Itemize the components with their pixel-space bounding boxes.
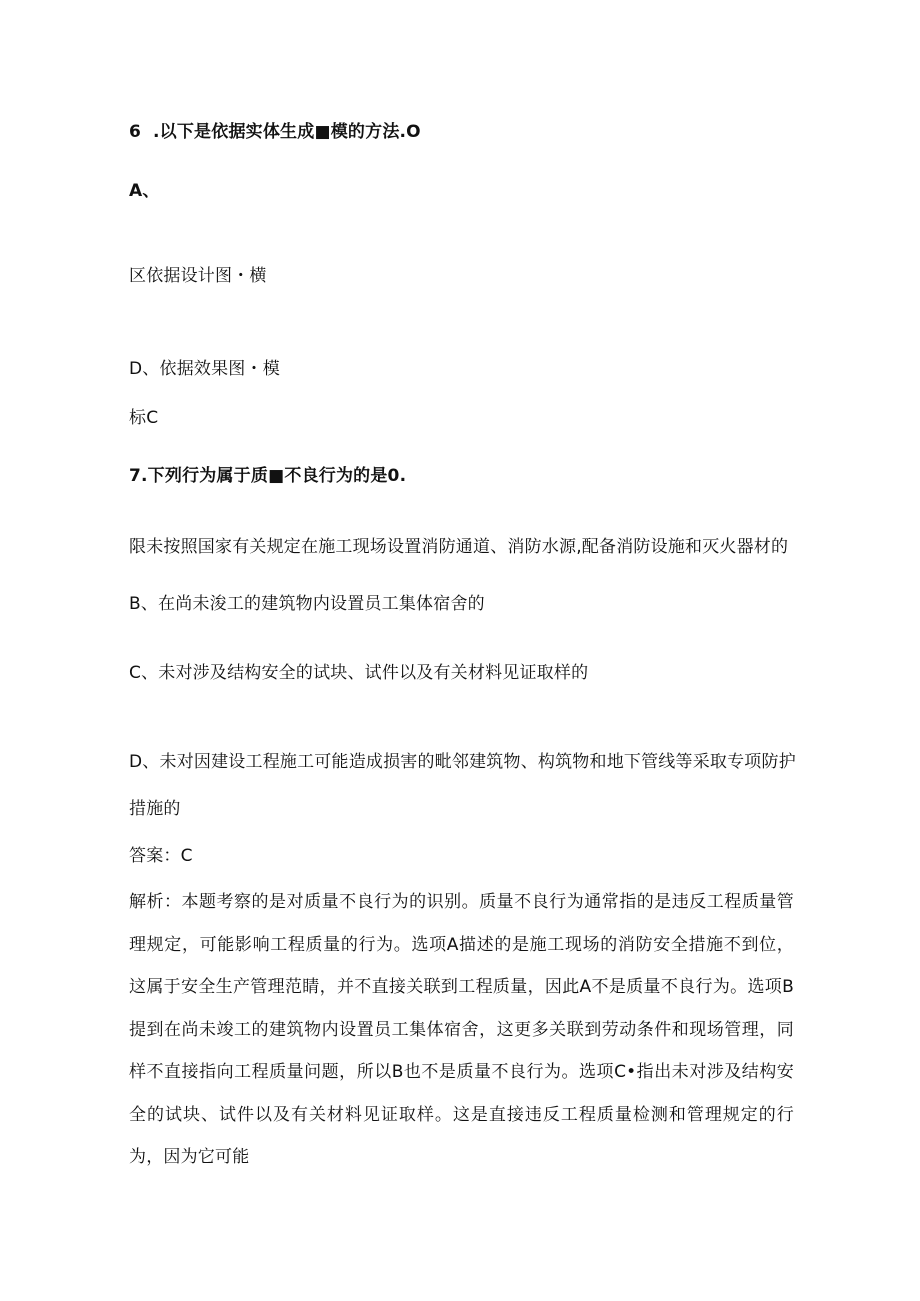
q6-answer: 标C [129, 408, 159, 428]
q6-stem-line [129, 121, 421, 143]
q7-option-a: 限未按照国家有关规定在施工现场设置消防通道、消防水源,配备消防设施和灭火器材的 [129, 537, 789, 557]
q7-option-d-line2: 措施的 [129, 799, 181, 819]
q6-number: 6 [129, 122, 142, 142]
q7-option-d-line1: D、未对因建设工程施工可能造成损害的毗邻建筑物、构筑物和地下管线等采取专项防护 [129, 752, 796, 772]
q7-stem: 7.下列行为属于质■不良行为的是0. [129, 466, 407, 486]
q6-stem: .以下是依据实体生成■模的方法.O [153, 122, 421, 142]
q6-option-b: 区依据设计图・横 [129, 266, 267, 286]
q7-option-b: B、在尚未浚工的建筑物内设置员工集体宿舍的 [129, 594, 485, 614]
q7-answer: 答案：C [129, 846, 193, 866]
q7-analysis: 解析：本题考察的是对质量不良行为的识别。质量不良行为通常指的是违反工程质量管理规定，可能影响工程质量的行为。选项A描述的是施工现场的消防安全措施不到位，这属于安全生产管理范睛，并不直接关联到工程质量，因此A不是质量不良行为。选项B提到在尚未竣工的建筑物内设置员工集体宿舍，这更多关联到劳动条件和现场管理，同样不直接指向工程质量问题，所以B也不是质量不良行为。选项C•指出未对涉及结构安全的试块、试件以及有关材料见证取样。这是直接违反工程质量检测和管理规定的行为，因为它可能 [129, 892, 794, 1167]
q6-option-a: A、 [129, 181, 160, 201]
q7-option-c: C、未对涉及结构安全的试块、试件以及有关材料见证取样的 [129, 663, 589, 683]
q6-option-d: D、依据效果图・模 [129, 359, 280, 379]
